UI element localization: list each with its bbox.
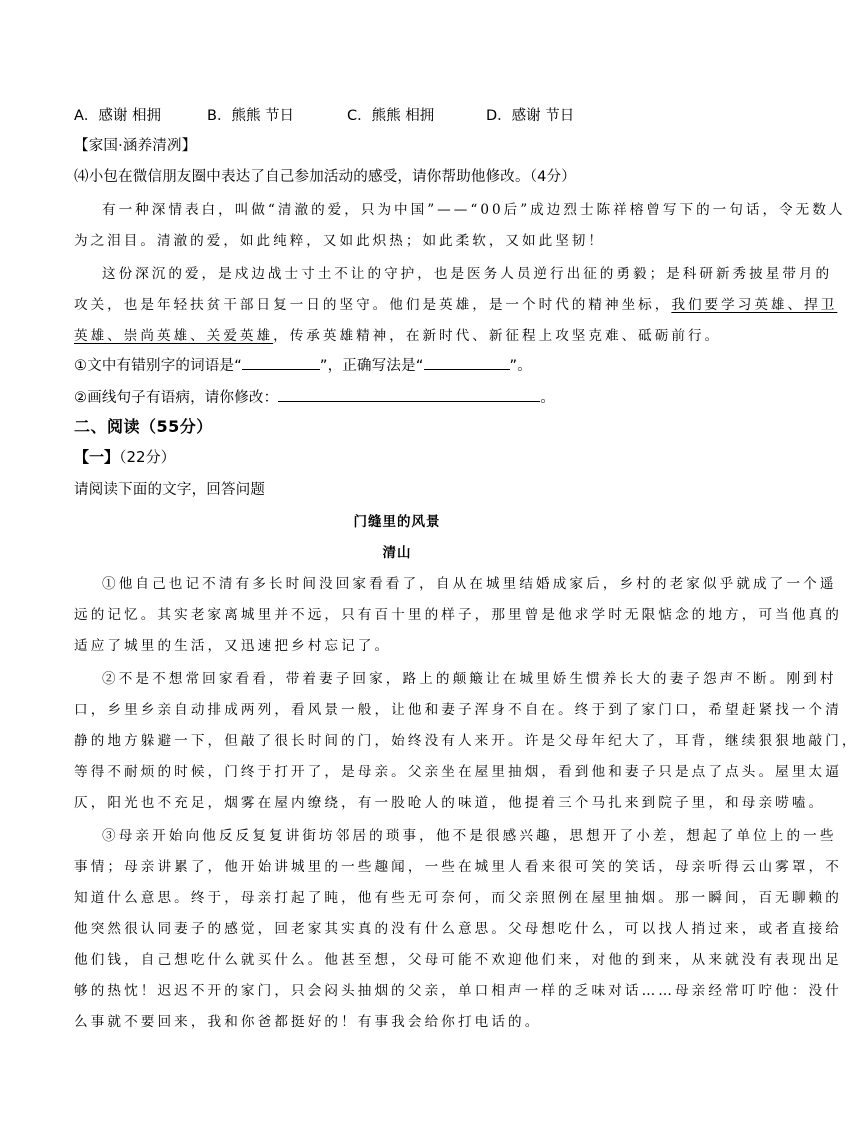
- article-line: 等得不耐烦的时候，门终于打开了，是母亲。父亲坐在屋里抽烟，看到他和妻子只是点了点头。屋里太逼: [74, 764, 842, 780]
- passage-line: [74, 293, 837, 313]
- passage-line: 有一种深情表白，叫做“清澈的爱，只为中国”——“00后”成边烈士陈祥榕曾写下的一句话，令无数人: [102, 202, 846, 218]
- option-d[interactable]: D．感谢 节日: [486, 108, 575, 124]
- article-line: 远的记忆。其实老家离城里并不远，只有百十里的样子，那里曾是他求学时无限惦念的地方，可当他真的: [74, 607, 842, 623]
- underlined-sentence: 英雄、崇尚英雄、关爱英雄: [74, 328, 274, 344]
- q1-middle: ”，正确写法是“: [319, 358, 424, 374]
- article-author: 清山: [382, 545, 412, 561]
- article-line: 够的热忱！迟迟不开的家门，只会闷头抽烟的父亲，单口相声一样的乏味对话……母亲经常叮咛他：没什: [74, 983, 842, 999]
- passage-line: [74, 324, 721, 344]
- article-line: ①他自己也记不清有多长时间没回家看看了，自从在城里结婚成家后，乡村的老家似乎就成了一个遥: [102, 576, 837, 592]
- part-1-heading: [74, 446, 176, 467]
- part-1-title: 【一】: [74, 448, 120, 466]
- sub-question-1: [74, 354, 532, 375]
- q1-prefix: ①文中有错别字的词语是“: [74, 358, 242, 374]
- article-line: 事情；母亲讲累了，他开始讲城里的一些趣闻，一些在城里人看来很可笑的笑话，母亲听得云山雾罩，不: [74, 859, 842, 875]
- q2-prefix: ②画线句子有语病，请你修改：: [74, 390, 279, 406]
- section-2-title: 二、阅读（55分）: [74, 417, 213, 436]
- q1-suffix: ”。: [509, 358, 532, 374]
- section-tag: 【家国·涵养清冽】: [74, 138, 197, 154]
- answer-blank-correct-word[interactable]: [424, 357, 510, 370]
- article-line: 适应了城里的生活，又迅速把乡村忘记了。: [74, 638, 392, 654]
- article-line: 么事就不要回来，我和你爸都挺好的！有事我会给你打电话的。: [74, 1014, 542, 1030]
- option-c[interactable]: C．熊熊 相拥: [347, 108, 435, 124]
- article-line: ③母亲开始向他反反复复讲街坊邻居的琐事，他不是很感兴趣，思想开了小差，想起了单位上的一些: [102, 828, 837, 844]
- passage-text: ，传承英雄精神，在新时代、新征程上攻坚克难、砥砺前行。: [273, 328, 722, 344]
- answer-blank-revision[interactable]: [278, 389, 540, 402]
- article-title: 门缝里的风景: [353, 514, 441, 530]
- passage-line: 为之泪目。清澈的爱，如此纯粹，又如此炽热；如此柔软，又如此坚韧！: [74, 233, 605, 249]
- article-line: 仄，阳光也不充足，烟雾在屋内缭绕，有一股呛人的味道，他提着三个马扎来到院子里，和母亲唠嗑。: [74, 795, 826, 811]
- passage-text: 攻关，也是年轻扶贫干部日复一日的坚守。他们是英雄，是一个时代的精神坐标，: [74, 297, 672, 313]
- article-line: 知道什么意思。终于，母亲打起了盹，他有些无可奈何，而父亲照例在屋里抽烟。那一瞬间，百无聊赖的: [74, 890, 842, 906]
- question-4: ⑷小包在微信朋友圈中表达了自己参加活动的感受，请你帮助他修改。（4分）: [74, 169, 576, 185]
- article-line: 口，乡里乡亲自动排成两列，看风景一般，让他和妻子浑身不自在。终于到了家门口，希望赶紧找一个清: [74, 702, 842, 718]
- article-line: 他们钱，自己想吃什么就买什么。他甚至想，父母可能不欢迎他们来，对他的到来，从来就没有表现出足: [74, 952, 842, 968]
- passage-line: 这份深沉的爱，是戍边战士寸土不让的守护，也是医务人员逆行出征的勇毅；是科研新秀披星带月的: [102, 266, 833, 282]
- sub-question-2: [74, 386, 555, 407]
- option-b[interactable]: B．熊熊 节日: [207, 108, 295, 124]
- article-line: ②不是不想常回家看看，带着妻子回家，路上的颠簸让在城里娇生惯养长大的妻子怨声不断。刚到村: [102, 671, 837, 687]
- q2-suffix: 。: [540, 390, 556, 406]
- underlined-sentence: 我们要学习英雄、捍卫: [671, 297, 838, 313]
- article-line: 他突然很认同妻子的感觉，回老家其实真的没有什么意思。父母想吃什么，可以找人捎过来，或者直接给: [74, 921, 842, 937]
- part-1-score: （22分）: [119, 448, 176, 466]
- answer-blank-wrong-word[interactable]: [242, 357, 320, 370]
- reading-instruction: 请阅读下面的文字，回答问题: [74, 482, 266, 498]
- article-line: 静的地方躲避一下，但敲了很长时间的门，始终没有人来开。许是父母年纪大了，耳背，继续狠狠地敲门，: [74, 733, 859, 749]
- option-a[interactable]: A．感谢 相拥: [74, 108, 162, 124]
